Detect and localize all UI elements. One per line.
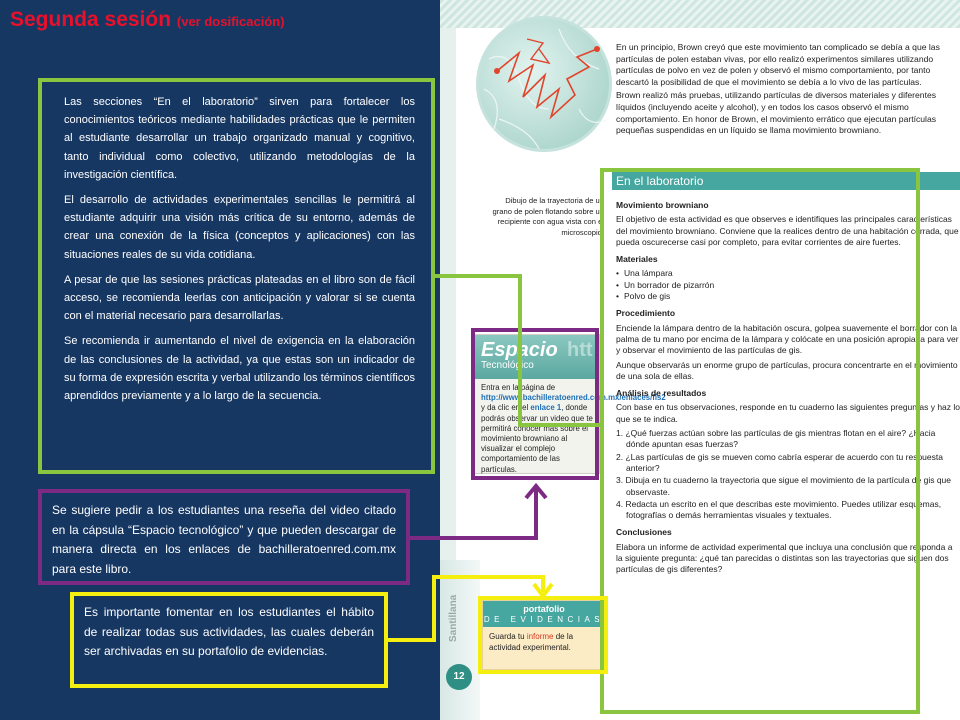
portafolio-body-text-1: Guarda tu xyxy=(489,632,527,641)
yellow-connector-line xyxy=(388,577,543,640)
espacio-body-text-2: y da clic en el xyxy=(481,403,531,413)
espacio-subtitle: Tecnológico xyxy=(481,360,534,371)
slide-title-sub: (ver dosificación) xyxy=(176,14,285,29)
espacio-tecnologico-note: Se sugiere pedir a los estudiantes una reseña del video citado en la cápsula “Espacio tecnológico” y que pueden descargar de manera directa en los enlaces de bachilleratoenred.com.mx para este libro. xyxy=(52,503,396,576)
list-item: • Un borrador de pizarrón xyxy=(616,280,960,291)
laboratorio-note-3: A pesar de que las sesiones prácticas plateadas en el libro son de fácil acceso, se recomienda leerlas con anticipación y valorar si se cuenta con el material necesario para desarrollarlas. xyxy=(64,273,415,323)
espacio-link-2[interactable]: enlace 1 xyxy=(530,403,562,413)
laboratorio-note-4: Se recomienda ir aumentando el nivel de exigencia en la elaboración de las conclusiones de la actividad, ya que estas son un indicador de su forma de expresión escrita y verbal utilizando los términos científicos aprendidos previamente y a lo largo de la secuencia. xyxy=(64,335,415,403)
analysis-intro: Con base en tus observaciones, responde en tu cuaderno las siguientes preguntas y haz lo que se te indica. xyxy=(616,402,960,424)
procedure-step-1: Enciende la lámpara dentro de la habitación oscura, golpea suavemente el borrador con la palma de tu mano por encima de la lámpara y colócate en una posición apropiada para ver y observar el movimiento de las partículas de gis. xyxy=(616,322,959,356)
laboratorio-note-2: El desarrollo de actividades experimentales sencillas le permitirá al estudiante adquirir una visión más crítica de su entorno, además de crear una conexión de la física (conceptos y aplicaciones) con las situaciones reales de su vida cotidiana. xyxy=(64,194,415,261)
laboratorio-note-1: Las secciones “En el laboratorio” sirven para fortalecer los conocimientos teóricos mediante habilidades prácticas que le permiten al estudiante desarrollar un trabajo organizado manual y cognitivo, tanto individual como colectivo, utilizando metodologías de la investigación científica. xyxy=(64,96,415,181)
list-item: 3. Dibuja en tu cuaderno la trayectoria que sigue el movimiento de la partícula de gis que observaste. xyxy=(616,475,952,497)
list-item: • Polvo de gis xyxy=(616,291,960,302)
figure-caption: Dibujo de la trayectoria de un grano de polen flotando sobre un recipiente con agua vista con el microscopio. xyxy=(492,196,604,237)
conclusions-heading: Conclusiones xyxy=(616,527,672,538)
portafolio-subtitle: DE EVIDENCIAS xyxy=(483,615,605,624)
list-item: • Una lámpara xyxy=(616,268,960,279)
activity-title: Movimiento browniano xyxy=(616,200,709,210)
conclusions-text: Elabora un informe de actividad experimental que incluya una conclusión que responda a la siguiente pregunta: ¿qué tan parecidas o distintas son las trayectorias que siguen dos partículas de gis diferentes? xyxy=(616,541,953,575)
laboratorio-title: En el laboratorio xyxy=(616,174,704,188)
espacio-ghost-text: htt xyxy=(567,339,593,361)
intro-paragraph-2: Brown realizó más pruebas, utilizando partículas de diversos materiales y diferentes líquidos (incluyendo aceite y alcohol), y en todos los casos observó el mismo comportamiento. En honor de Brown, el movimiento errático que ejecutan partículas pequeñas suspendidas en un líquido se llama movimiento browniano. xyxy=(616,90,937,136)
espacio-body-text-1: Entra en la página de xyxy=(481,383,556,392)
procedure-step-2: Aunque observarás un enorme grupo de partículas, procura concentrarte en el movimiento de una sola de ellas. xyxy=(616,359,958,381)
list-item: 1. ¿Qué fuerzas actúan sobre las partículas de gis mientras flotan en el aire? ¿Hacia dónde apuntan esas fuerzas? xyxy=(616,428,936,450)
portafolio-body-highlight: informe xyxy=(526,632,554,641)
publisher-spine: Santillana xyxy=(448,594,459,642)
list-item: 2. ¿Las partículas de gis se mueven como cabría esperar de acuerdo con tu respuesta anterior? xyxy=(616,451,943,473)
green-connector-line xyxy=(435,276,600,425)
espacio-title: Espacio xyxy=(481,339,558,361)
purple-connector-line xyxy=(410,488,536,538)
procedure-heading: Procedimiento xyxy=(616,308,676,319)
list-item: 4. Redacta un escrito en el que describas este movimiento. Puedes utilizar esquemas, fotografías o demás herramientas visuales y textuales. xyxy=(616,498,942,521)
espacio-link[interactable]: http://www.bachilleratoenred.com.mx/enlaces/fis2 xyxy=(481,393,666,403)
materials-heading: Materiales xyxy=(616,254,658,265)
activity-objective: El objetivo de esta actividad es que observes e identifiques las principales características del movimiento browniano. Conviene que la realices dentro de una habitación cerrada, que pueda oscurecerse casi por completo, para evitar corrientes de aire fuertes. xyxy=(616,214,959,247)
portafolio-title: portafolio xyxy=(523,604,565,614)
portafolio-note: Es importante fomentar en los estudiantes el hábito de realizar todas sus actividades, las cuales deberán ser archivadas en su portafolio de evidencias. xyxy=(84,605,374,659)
portafolio-body-text-2: de la actividad experimental. xyxy=(489,632,574,652)
espacio-body-text-3: , donde podrás observar un video que te permitirá conocer más sobre el movimiento browniano al visualizar el complejo comportamiento de las partículas. xyxy=(481,403,593,474)
intro-paragraph-1: En un principio, Brown creyó que este movimiento tan complicado se debía a que las partículas de polen estaban vivas, por ello realizó experimentos similares utilizando partículas de polvo en vez de polen y observó el mismo comportamiento, por tanto descartó la posibilidad de que el movimiento se debía a lo vivo de las partículas. xyxy=(616,42,940,87)
analysis-heading: Análisis de resultados xyxy=(616,388,707,399)
slide-title-main: Segunda sesión xyxy=(10,8,172,31)
page-number: 12 xyxy=(446,664,472,690)
